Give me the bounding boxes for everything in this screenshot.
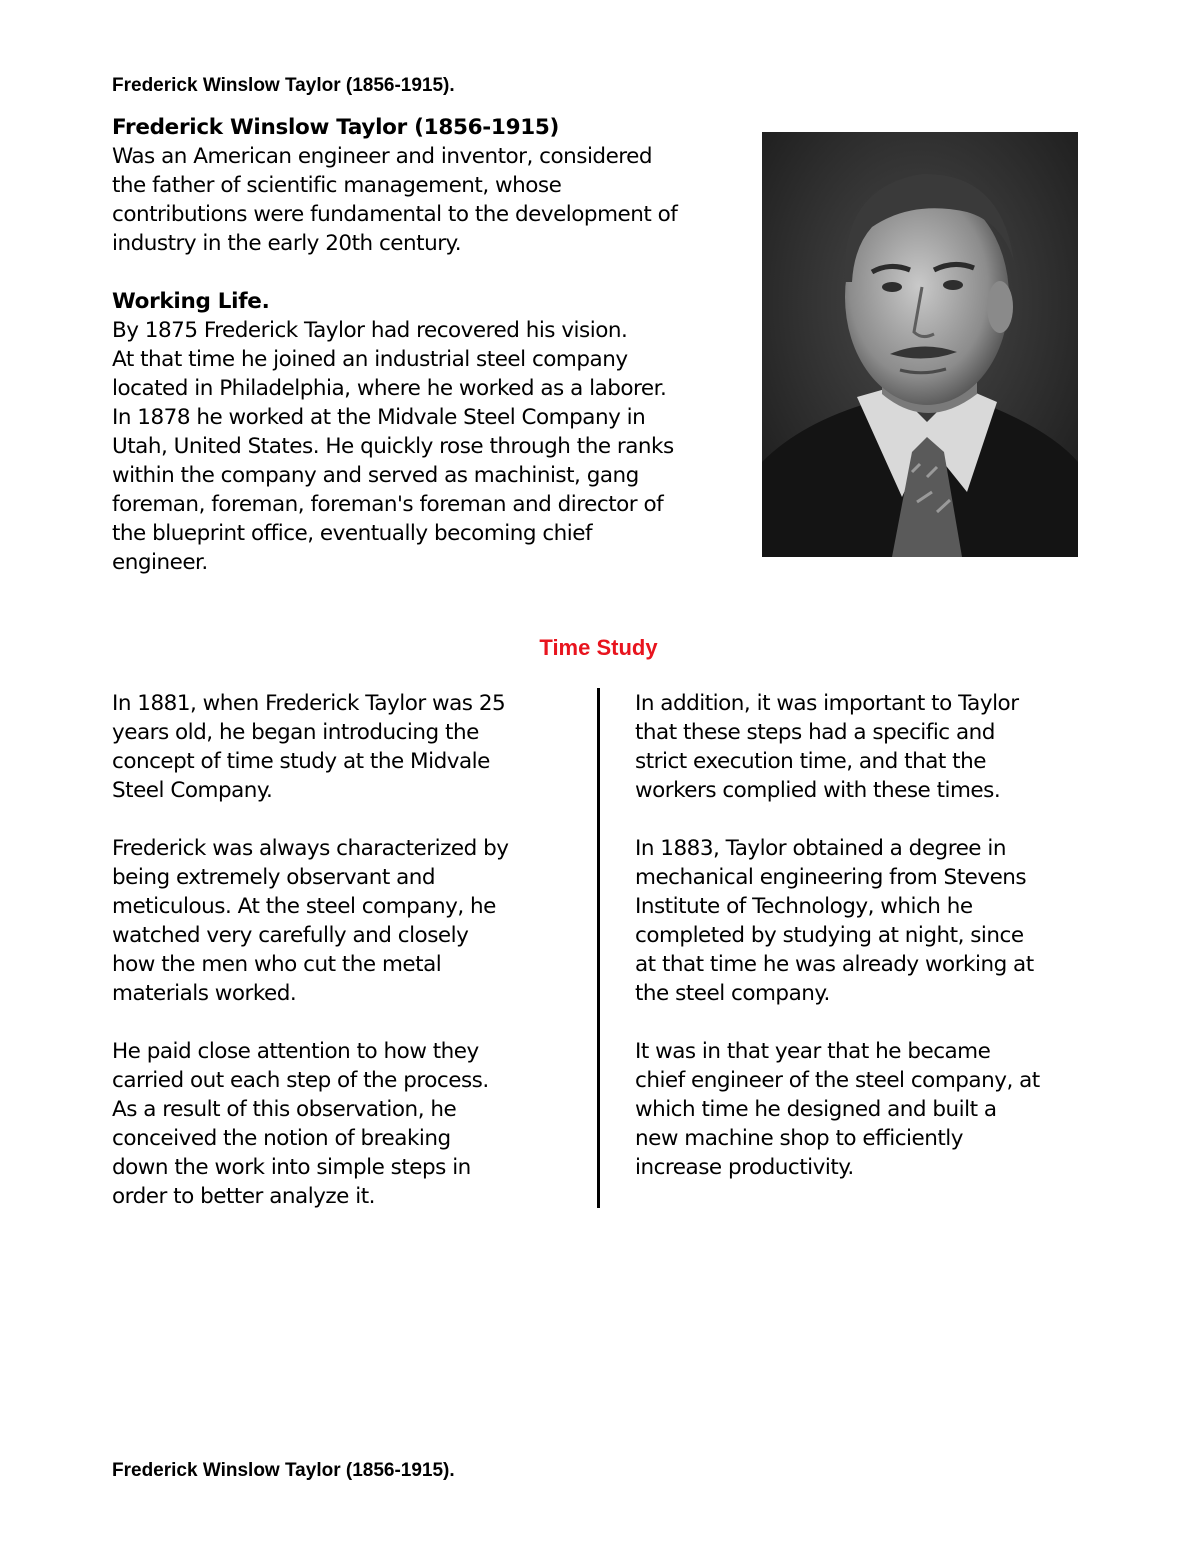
right-line: workers complied with these times.	[635, 778, 1001, 803]
working-life-line: In 1878 he worked at the Midvale Steel Company in	[112, 405, 646, 430]
section-title-time-study: Time Study	[539, 635, 658, 660]
left-column	[112, 689, 572, 1211]
intro-line: industry in the early 20th century.	[112, 231, 462, 256]
left-line: how the men who cut the metal	[112, 952, 442, 977]
intro-block	[112, 113, 752, 577]
right-line: that these steps had a specific and	[635, 720, 995, 745]
working-life-line: the blueprint office, eventually becoming chief	[112, 521, 593, 546]
right-column	[635, 689, 1105, 1182]
left-line: being extremely observant and	[112, 865, 436, 890]
column-divider	[597, 688, 600, 1208]
right-line: Institute of Technology, which he	[635, 894, 973, 919]
left-line: materials worked.	[112, 981, 297, 1006]
left-line: down the work into simple steps in	[112, 1155, 471, 1180]
right-line: mechanical engineering from Stevens	[635, 865, 1027, 890]
right-line: In 1883, Taylor obtained a degree in	[635, 836, 1006, 861]
spacer	[112, 805, 572, 834]
working-life-line: located in Philadelphia, where he worked as a laborer.	[112, 376, 667, 401]
spacer	[635, 805, 1105, 834]
left-line: order to better analyze it.	[112, 1184, 375, 1209]
intro-heading: Frederick Winslow Taylor (1856-1915)	[112, 115, 560, 140]
left-line: As a result of this observation, he	[112, 1097, 457, 1122]
spacer	[635, 1008, 1105, 1037]
intro-line: the father of scientific management, whose	[112, 173, 562, 198]
working-life-line: By 1875 Frederick Taylor had recovered his vision.	[112, 318, 628, 343]
right-line: at that time he was already working at	[635, 952, 1034, 977]
left-line: concept of time study at the Midvale	[112, 749, 490, 774]
spacer	[112, 1008, 572, 1037]
left-line: watched very carefully and closely	[112, 923, 469, 948]
page-header: Frederick Winslow Taylor (1856-1915).	[112, 75, 455, 96]
left-line: Steel Company.	[112, 778, 273, 803]
right-line: completed by studying at night, since	[635, 923, 1024, 948]
right-line: new machine shop to efficiently	[635, 1126, 963, 1151]
working-life-line: within the company and served as machinist, gang	[112, 463, 639, 488]
right-line: strict execution time, and that the	[635, 749, 986, 774]
working-life-line: At that time he joined an industrial steel company	[112, 347, 628, 372]
left-line: conceived the notion of breaking	[112, 1126, 451, 1151]
right-line: which time he designed and built a	[635, 1097, 997, 1122]
left-line: In 1881, when Frederick Taylor was 25	[112, 691, 506, 716]
intro-line: Was an American engineer and inventor, considered	[112, 144, 653, 169]
left-line: He paid close attention to how they	[112, 1039, 479, 1064]
working-life-line: foreman, foreman, foreman's foreman and director of	[112, 492, 664, 517]
portrait-photo	[762, 132, 1078, 557]
working-life-heading: Working Life.	[112, 289, 270, 314]
page-footer: Frederick Winslow Taylor (1856-1915).	[112, 1460, 455, 1481]
right-line: In addition, it was important to Taylor	[635, 691, 1019, 716]
spacer	[112, 258, 752, 287]
right-line: It was in that year that he became	[635, 1039, 991, 1064]
right-line: chief engineer of the steel company, at	[635, 1068, 1040, 1093]
left-line: meticulous. At the steel company, he	[112, 894, 496, 919]
intro-line: contributions were fundamental to the development of	[112, 202, 678, 227]
right-line: increase productivity.	[635, 1155, 854, 1180]
working-life-line: Utah, United States. He quickly rose through the ranks	[112, 434, 674, 459]
working-life-line: engineer.	[112, 550, 208, 575]
left-line: years old, he began introducing the	[112, 720, 479, 745]
left-line: Frederick was always characterized by	[112, 836, 509, 861]
right-line: the steel company.	[635, 981, 830, 1006]
left-line: carried out each step of the process.	[112, 1068, 489, 1093]
